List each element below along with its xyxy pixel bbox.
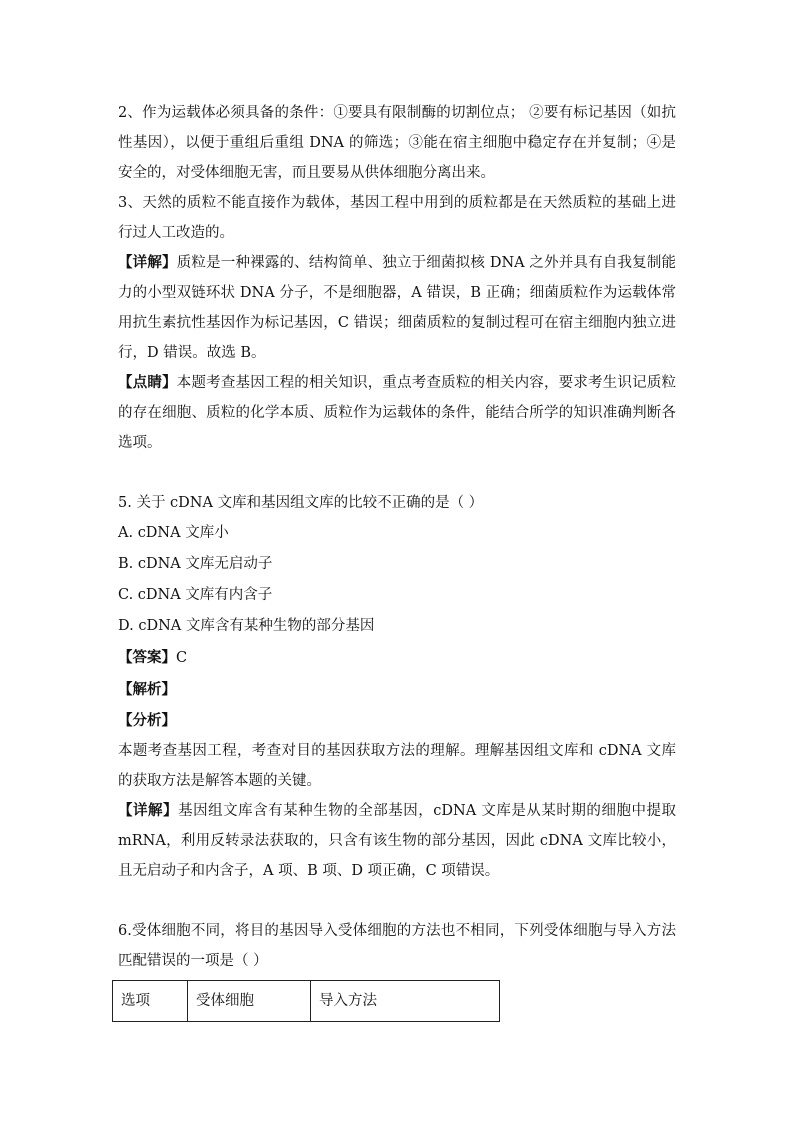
- table-header-recipient-cell: 受体细胞: [188, 981, 311, 1022]
- analyze-heading: 【分析】: [118, 712, 176, 729]
- paragraph-carrier-conditions: 2、作为运载体必须具备的条件：①要具有限制酶的切割位点； ②要有标记基因（如抗性基因），以便于重组后重组 DNA 的筛选；③能在宿主细胞中稳定存在并复制；④是安全的，对受体细胞无害，而且要易从供体细胞分离出来。: [118, 105, 676, 181]
- question-6-table: [112, 980, 500, 1022]
- table-header-row: [113, 981, 500, 1022]
- detail-tag: 【详解】: [118, 254, 177, 271]
- detail-text: 基因组文库含有某种生物的全部基因，cDNA 文库是从某时期的细胞中提取 mRNA，利用反转录法获取的，只含有该生物的部分基因，因此 cDNA 文库比较小，且无启动子和内含子，A 项、B 项、D 项正确，C 项错误。: [118, 803, 677, 879]
- question-5-option-b: B. cDNA 文库无启动子: [118, 556, 273, 572]
- detail-text: 质粒是一种裸露的、结构简单、独立于细菌拟核 DNA 之外并具有自我复制能力的小型双链环状 DNA 分子，不是细胞器，A 错误，B 正确；细菌质粒作为运载体常用抗生素抗性基因作为标记基因，C 错误；细菌质粒的复制过程可在宿主细胞内独立进行，D 错误。故选 B。: [118, 255, 677, 361]
- question-5-option-a: A. cDNA 文库小: [118, 525, 229, 541]
- detail-tag: 【详解】: [118, 802, 179, 819]
- question-5-detail: [118, 796, 676, 886]
- paragraph-detail-prev: [118, 248, 676, 368]
- question-5-analyze-text: 本题考查基因工程，考查对目的基因获取方法的理解。理解基因组文库和 cDNA 文库的获取方法是解答本题的关键。: [118, 743, 676, 789]
- question-5-answer: [118, 642, 676, 674]
- question-5-stem: 5. 关于 cDNA 文库和基因组文库的比较不正确的是（ ）: [118, 495, 484, 511]
- table-header-option: 选项: [113, 981, 188, 1022]
- question-5-option-d: D. cDNA 文库含有某种生物的部分基因: [118, 618, 375, 634]
- question-5-option-c: C. cDNA 文库有内含子: [118, 587, 273, 603]
- paragraph-gap: [118, 458, 676, 488]
- table-header-import-method: 导入方法: [311, 981, 500, 1022]
- answer-value: C: [176, 650, 188, 666]
- comment-tag: 【点睛】: [118, 374, 177, 391]
- paragraph-comment-prev: [118, 368, 676, 458]
- paragraph-gap: [118, 886, 676, 916]
- analysis-heading: 【解析】: [118, 681, 176, 698]
- comment-text: 本题考查基因工程的相关知识，重点考查质粒的相关内容，要求考生识记质粒的存在细胞、质粒的化学本质、质粒作为运载体的条件，能结合所学的知识准确判断各选项。: [118, 375, 677, 451]
- document-body: [118, 98, 676, 1022]
- question-6-stem: 6.受体细胞不同，将目的基因导入受体细胞的方法也不相同，下列受体细胞与导入方法匹配错误的一项是（ ）: [118, 923, 676, 969]
- paragraph-plasmid-modification: 3、天然的质粒不能直接作为载体，基因工程中用到的质粒都是在天然质粒的基础上进行过人工改造的。: [118, 195, 676, 241]
- answer-tag: 【答案】: [118, 649, 176, 666]
